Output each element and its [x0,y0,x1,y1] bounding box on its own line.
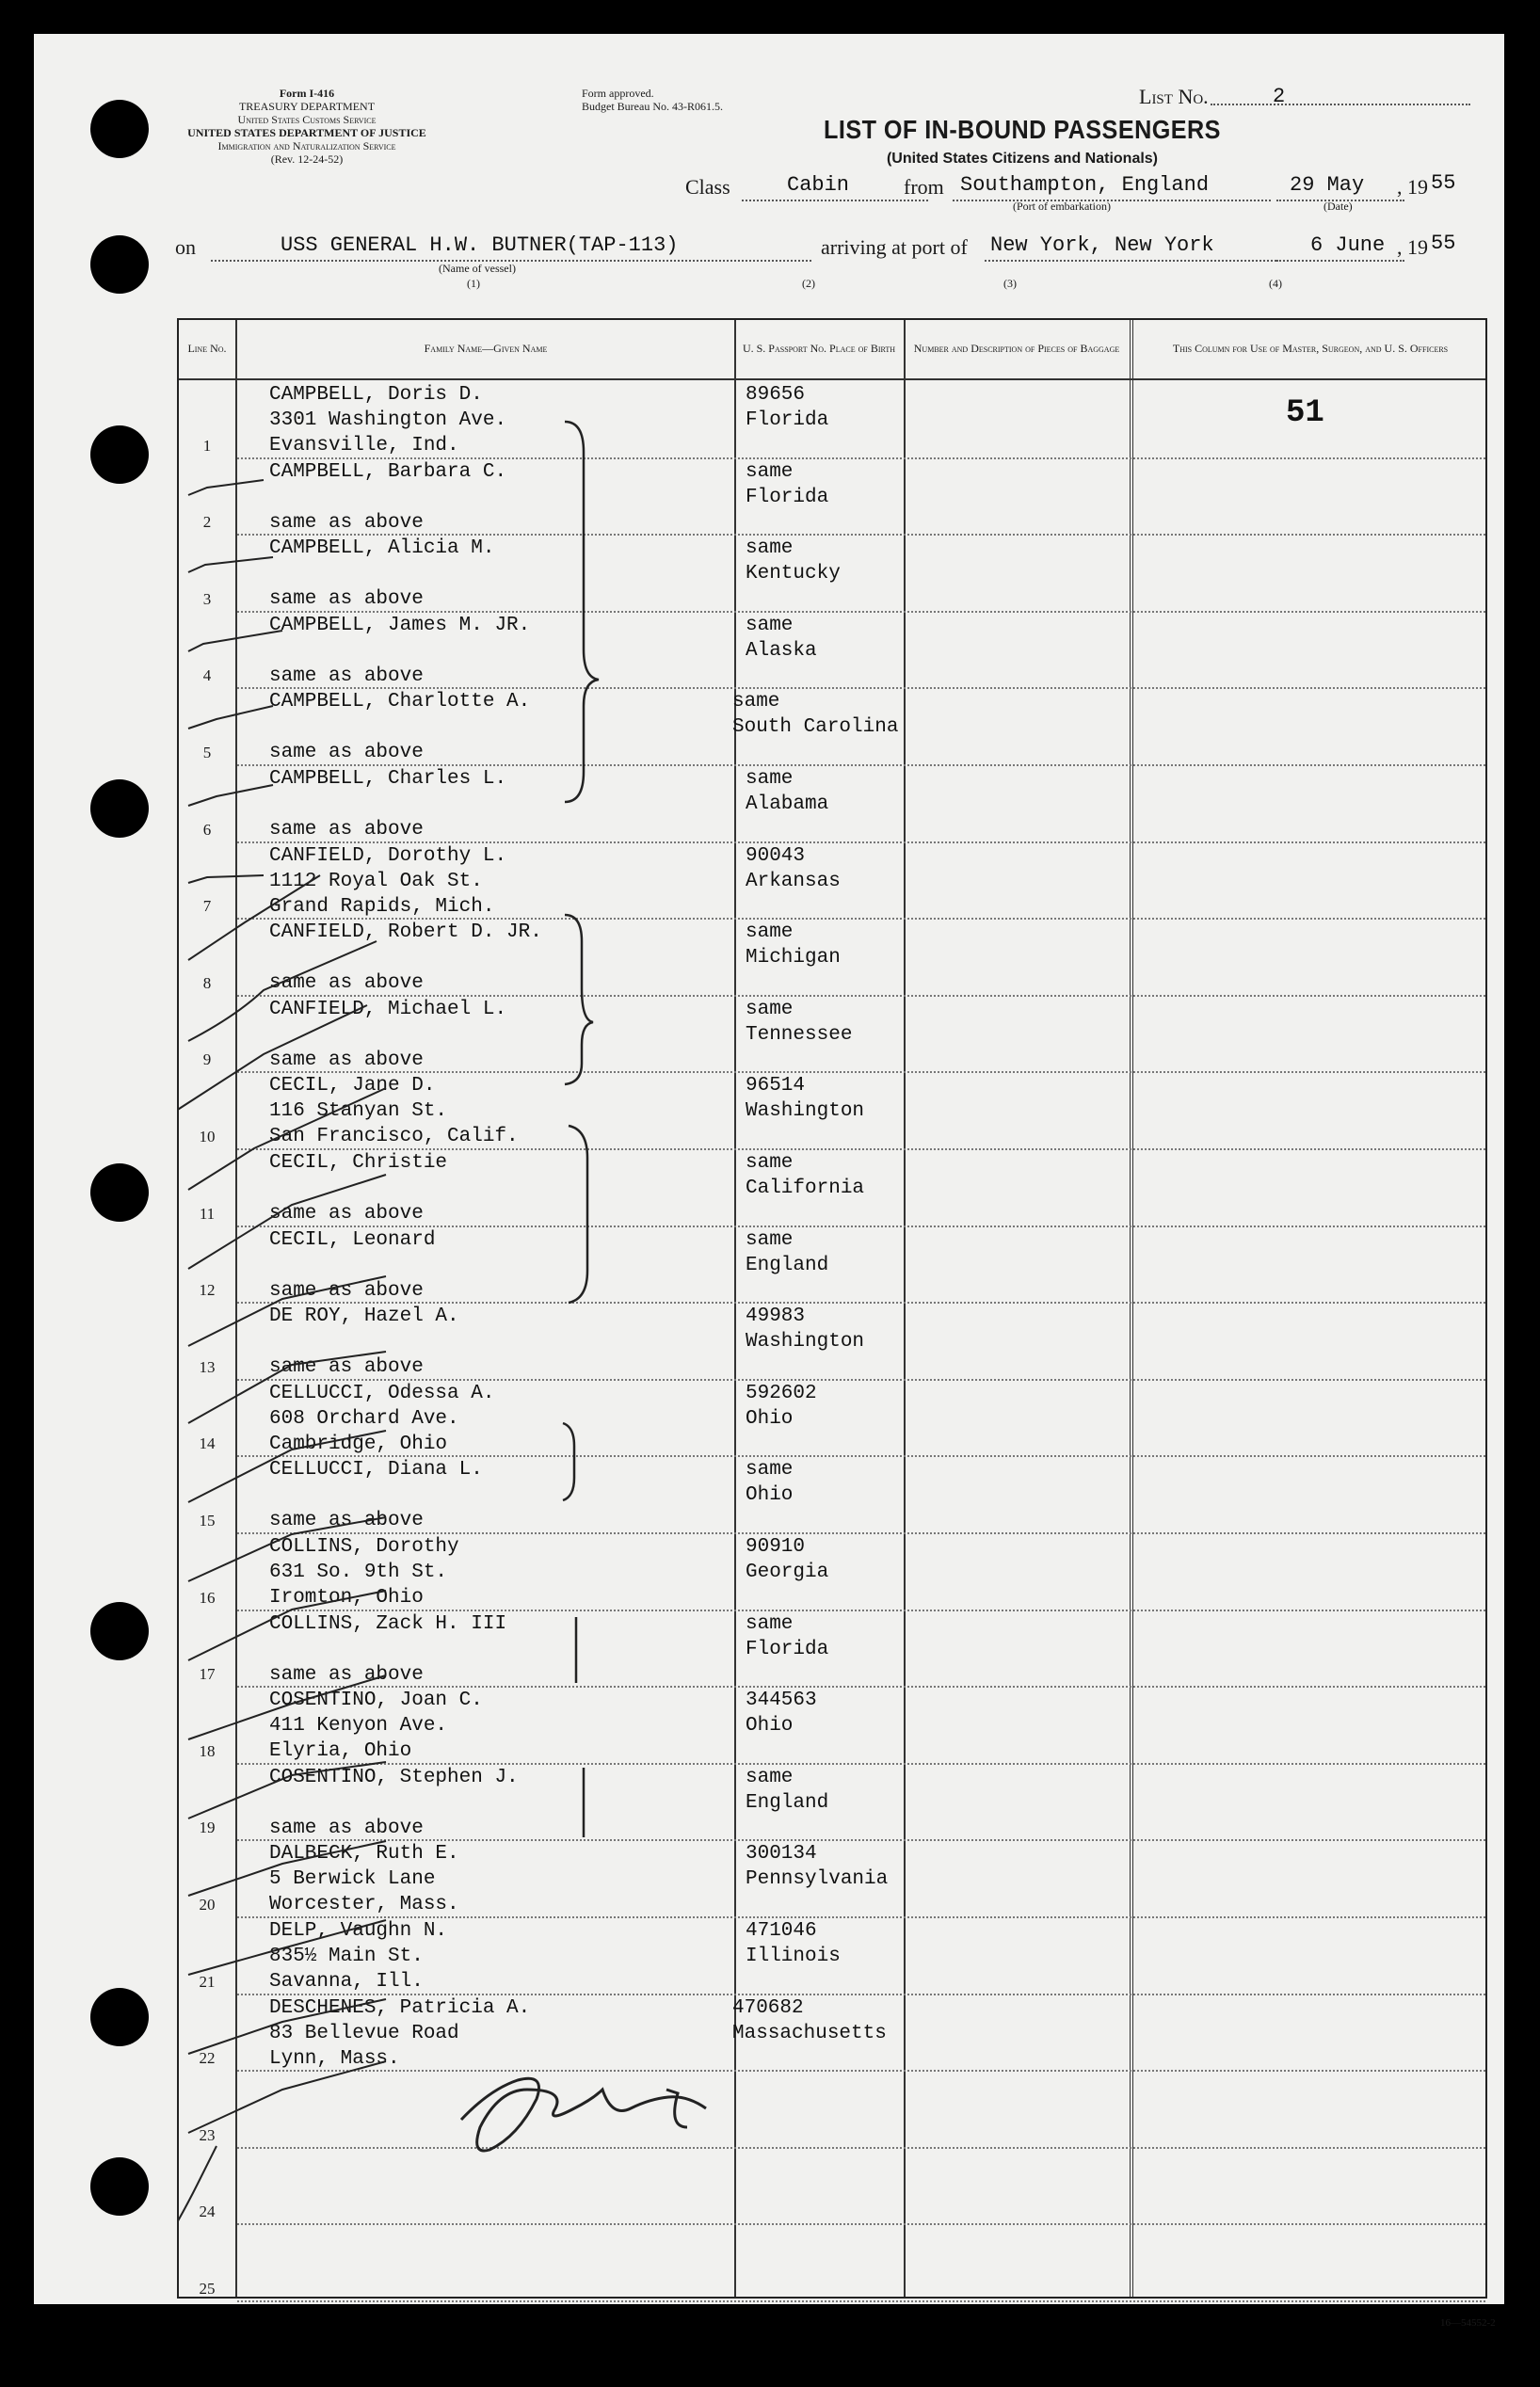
officer-note: 51 [1286,395,1324,431]
port-col-num: (3) [1003,277,1017,290]
passenger-address-line: same as above [269,1510,424,1532]
place-of-birth: Florida [746,486,829,508]
passenger-address-line: same as above [269,1203,424,1225]
document-page [34,34,1504,2329]
passenger-address-line: same as above [269,1049,424,1071]
date-caption: (Date) [1323,200,1353,213]
passenger-name: DALBECK, Ruth E. [269,1843,459,1866]
line-number: 22 [199,2049,216,2068]
signature [461,2078,706,2151]
footer-code: 16—54552-2 [1440,2317,1496,2329]
passport-number: same [746,1459,794,1482]
place-of-birth: Florida [746,409,829,431]
passenger-name: CAMPBELL, James M. JR. [269,614,531,636]
place-of-birth: Florida [746,1638,829,1660]
punch-hole [90,1988,149,2046]
col-header-name: Family Name—Given Name [424,342,548,355]
passport-number: 300134 [746,1843,817,1866]
place-of-birth: South Carolina [732,716,899,739]
passenger-name: CANFIELD, Dorothy L. [269,844,507,867]
place-of-birth: Pennsylvania [746,1868,889,1891]
line-number: 15 [199,1512,216,1530]
passenger-name: CECIL, Leonard [269,1228,436,1251]
passenger-address-line: 411 Kenyon Ave. [269,1715,448,1738]
passenger-address-line: San Francisco, Calif. [269,1126,519,1148]
class-value: Cabin [787,173,850,197]
dept-justice: UNITED STATES DEPARTMENT OF JUSTICE [187,126,426,139]
tally-marks [179,480,386,2278]
passport-number: same [746,460,794,483]
dept-treasury: TREASURY DEPARTMENT [238,100,376,113]
passenger-address-line: same as above [269,665,424,687]
passenger-name: DE ROY, Hazel A. [269,1306,459,1328]
passenger-name: COSENTINO, Joan C. [269,1690,483,1712]
line-number: 6 [202,820,212,839]
col-header-baggage: Number and Description of Pieces of Baggage [913,342,1120,355]
on-label: on [175,235,196,259]
col-header-passport: U. S. Passport No. Place of Birth [742,342,896,355]
row-divider [237,2300,1485,2302]
page-subtitle: (United States Citizens and Nationals) [886,151,1159,167]
budget-bureau: Budget Bureau No. 43-R061.5. [582,100,723,113]
line-number: 13 [199,1357,216,1376]
passport-number: 89656 [746,384,806,406]
col-header-line: Line No. [187,342,227,355]
bracket-canfield [565,915,593,1084]
passenger-name: CELLUCCI, Odessa A. [269,1382,495,1404]
passenger-address-line: Iromton, Ohio [269,1587,424,1609]
arrival-col-num: (4) [1269,277,1282,290]
punch-hole [90,1163,149,1222]
place-of-birth: Alaska [746,639,817,662]
passenger-name: CAMPBELL, Charlotte A. [269,691,531,713]
line-number: 5 [202,744,212,761]
passenger-name: COSENTINO, Stephen J. [269,1766,519,1788]
port-value: New York, New York [990,233,1214,257]
passenger-name: CANFIELD, Michael L. [269,998,507,1020]
passenger-address-line: same as above [269,511,424,534]
place-of-birth: California [746,1177,865,1199]
passenger-name: CAMPBELL, Doris D. [269,384,483,406]
line-number: 20 [199,1896,216,1914]
family-brackets [563,422,599,1837]
line-number: 10 [199,1128,216,1145]
passenger-name: CAMPBELL, Alicia M. [269,537,495,560]
line-number: 14 [199,1434,216,1453]
passenger-address-line: same as above [269,588,424,611]
line-number: 11 [199,1204,216,1223]
punch-hole [90,2157,149,2216]
passenger-address-line: Cambridge, Ohio [269,1433,448,1455]
bracket-cecil [569,1126,587,1303]
passenger-address-line: Worcester, Mass. [269,1894,459,1916]
passenger-address-line: same as above [269,1817,424,1839]
passenger-name: CELLUCCI, Diana L. [269,1459,483,1482]
form-number: Form I-416 [279,87,335,100]
dept-ins: Immigration and Naturalization Service [217,139,396,152]
passenger-address-line: Savanna, Ill. [269,1971,424,1993]
from-label: from [904,175,944,199]
line-number: 8 [202,973,212,992]
line-number: 19 [199,1818,216,1837]
approval-block [582,87,723,113]
passenger-address-line: 116 Stanyan St. [269,1100,448,1123]
passenger-name: COLLINS, Dorothy [269,1536,459,1558]
passenger-address-line: 835½ Main St. [269,1946,424,1967]
line-number: 21 [199,1972,216,1991]
line-number: 23 [199,2125,216,2144]
place-of-birth: Washington [746,1331,865,1354]
line-number: 7 [202,897,212,916]
from-value: Southampton, England [960,173,1210,197]
passport-number: same [746,1228,794,1251]
line-number: 2 [202,513,212,532]
page-title: LIST OF IN-BOUND PASSENGERS [824,115,1221,144]
vessel-col-num: (1) [467,277,480,290]
passenger-address-line: Grand Rapids, Mich. [269,895,495,918]
vessel-name: USS GENERAL H.W. BUTNER(TAP-113) [281,233,679,257]
passenger-address-line: 83 Bellevue Road [269,2022,459,2044]
passenger-table [177,318,1487,2299]
passenger-name: DESCHENES, Patricia A. [269,1996,531,2019]
passenger-name: COLLINS, Zack H. III [269,1612,507,1635]
passport-number: same [746,614,794,636]
bracket-cellucci [563,1423,574,1500]
passenger-address-line: same as above [269,1279,424,1302]
line-number: 17 [199,1665,216,1684]
arriving-col-num: (2) [802,277,815,290]
passenger-address-line: same as above [269,1356,424,1379]
passport-number: same [746,998,794,1020]
passenger-address-line: 608 Orchard Ave. [269,1407,459,1430]
passenger-name: CECIL, Christie [269,1152,448,1174]
line-number: 9 [202,1050,212,1069]
place-of-birth: Ohio [746,1407,794,1430]
passenger-address-line: 631 So. 9th St. [269,1562,448,1583]
line-number: 25 [199,2280,216,2298]
passenger-name: CANFIELD, Robert D. JR. [269,921,542,944]
passport-number: same [732,691,780,713]
passport-number: 90910 [746,1536,806,1558]
form-approved: Form approved. [582,87,654,100]
handwritten-marks [179,320,1487,2297]
passport-number: same [746,921,794,944]
punch-hole [90,425,149,484]
from-caption: (Port of embarkation) [1013,200,1111,213]
arriving-label: arriving at port of [821,235,968,259]
arrival-date: 6 June [1310,233,1386,257]
place-of-birth: Washington [746,1100,865,1123]
passenger-name: CAMPBELL, Charles L. [269,768,507,790]
passenger-address-line: Evansville, Ind. [269,435,459,457]
place-of-birth: Ohio [746,1484,794,1507]
passenger-name: CAMPBELL, Barbara C. [269,460,507,483]
place-of-birth: Arkansas [746,870,841,892]
punch-hole [90,779,149,838]
place-of-birth: England [746,1791,829,1814]
passport-number: 471046 [746,1920,817,1942]
passport-number: 96514 [746,1075,806,1097]
line-number: 16 [199,1588,216,1607]
passport-number: same [746,1152,794,1174]
passport-number: same [746,537,794,560]
passenger-address-line: 3301 Washington Ave. [269,409,507,431]
punch-hole [90,100,149,158]
line-number: 3 [202,589,212,608]
place-of-birth: Ohio [746,1715,794,1738]
line-number: 1 [202,436,212,455]
line-number: 12 [199,1281,216,1300]
place-of-birth: Massachusetts [732,2022,887,2044]
place-of-birth: Georgia [746,1562,829,1583]
line-number: 24 [199,2203,216,2221]
passenger-address-line: 5 Berwick Lane [269,1868,436,1891]
vessel-caption: (Name of vessel) [439,262,516,275]
place-of-birth: Tennessee [746,1023,853,1046]
form-id-block [156,87,457,166]
punch-hole [90,1602,149,1660]
arr-year: 55 [1431,232,1456,255]
bracket-campbell [565,422,599,802]
revision-date: (Rev. 12-24-52) [270,152,344,166]
line-number: 4 [202,666,212,685]
passenger-address-line: same as above [269,1663,424,1686]
passport-number: 592602 [746,1382,817,1404]
passport-number: 49983 [746,1306,806,1328]
col-header-officers: This Column for Use of Master, Surgeon, and U. S. Officers [1172,342,1449,355]
place-of-birth: Alabama [746,793,829,815]
date-year-prefix: , 19 [1397,175,1428,199]
punch-hole [90,235,149,294]
passport-number: same [746,1766,794,1788]
list-no-label: List No. [1139,85,1209,108]
place-of-birth: Illinois [746,1946,841,1967]
place-of-birth: Michigan [746,947,841,969]
arr-year-prefix: , 19 [1397,235,1428,259]
date-value: 29 May [1290,173,1365,197]
passenger-name: DELP, Vaughn N. [269,1920,448,1942]
passenger-address-line: same as above [269,972,424,995]
margin-mark: 2 [34,2269,53,2312]
list-no-value: 2 [1273,85,1286,108]
passenger-address-line: 1112 Royal Oak St. [269,870,483,892]
passenger-address-line: same as above [269,742,424,764]
passenger-name: CECIL, Jane D. [269,1075,436,1097]
passenger-address-line: same as above [269,819,424,841]
passenger-address-line: Elyria, Ohio [269,1740,412,1763]
place-of-birth: England [746,1254,829,1276]
date-year: 55 [1431,171,1456,195]
passport-number: 344563 [746,1690,817,1712]
dept-customs: United States Customs Service [237,113,377,126]
place-of-birth: Kentucky [746,563,841,585]
passport-number: same [746,1612,794,1635]
line-number: 18 [199,1741,216,1760]
passenger-address-line: Lynn, Mass. [269,2047,400,2070]
passport-number: 90043 [746,844,806,867]
passport-number: same [746,768,794,790]
passport-number: 470682 [732,1996,804,2019]
class-label: Class [685,175,730,199]
